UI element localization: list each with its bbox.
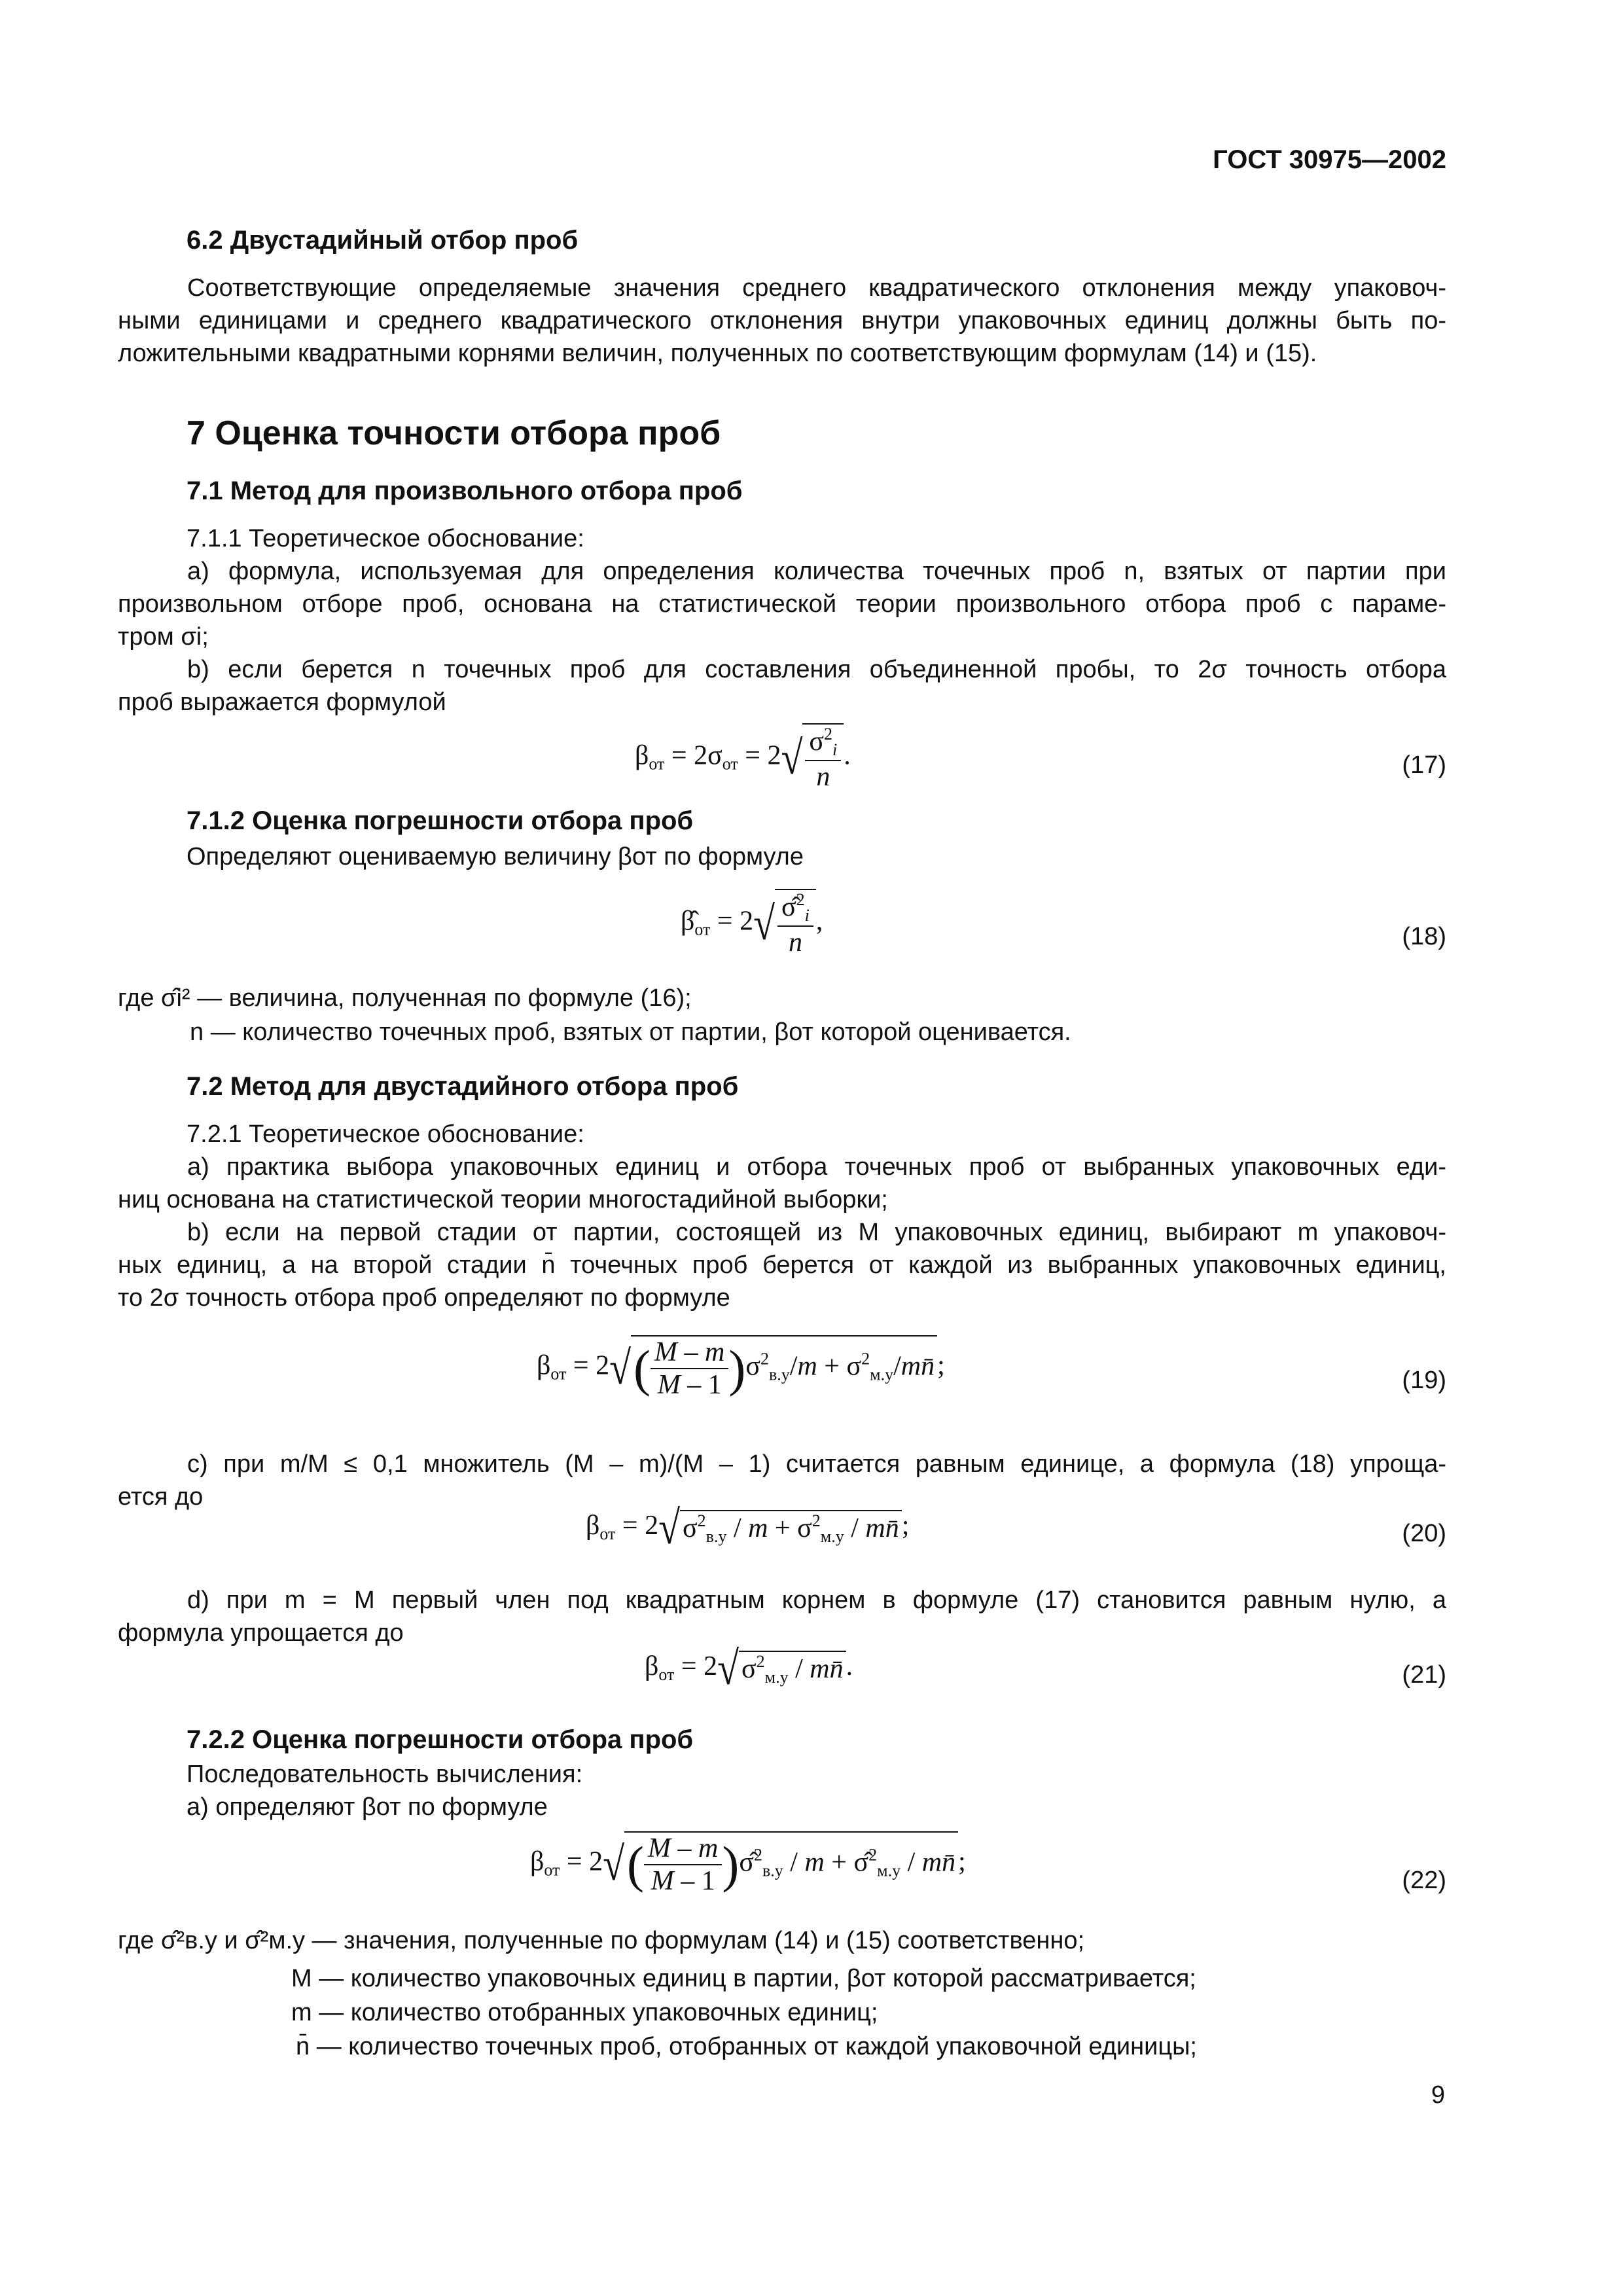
item-b-7-2-1: [118, 1216, 1446, 1314]
text-line: ется до: [118, 1483, 204, 1511]
sequence-label: Последовательность вычисления:: [187, 1761, 583, 1788]
text-line: ложительными квадратными корнями величин, полученных по соответствующим формулам (14) и (15).: [118, 340, 1317, 367]
text-line: Соответствующие определяемые значения среднего квадратического отклонения между упаковоч-: [187, 274, 1446, 302]
document-id: ГОСТ 30975—2002: [1213, 145, 1446, 174]
formula-21: $\beta_{от} = 2√\sigma^2_{м.у}$ / mn̄.: [645, 1642, 853, 1695]
equation-number-17: (17): [1402, 751, 1446, 779]
text-line: тром σi;: [118, 623, 209, 651]
item-c-7-2-1: [118, 1448, 1446, 1513]
text-line: формула упрощается до: [118, 1619, 404, 1647]
where-clause-2: n — количество точечных проб, взятых от партии, βот которой оценивается.: [190, 1018, 1071, 1046]
text-line: ными единицами и среднего квадратического отклонения внутри упаковочных единиц должны быть по-: [118, 307, 1446, 334]
equation-number-22: (22): [1402, 1867, 1446, 1894]
where-clause-n-bar: n̄ — количество точечных проб, отобранных от каждой упаковочной единицы;: [296, 2033, 1197, 2060]
text-line: ных единиц, а на второй стадии n̄ точечных проб берется от каждой из выбранных упаковочных единиц,: [118, 1251, 1446, 1279]
item-a-7-2-2: а) определяют βот по формуле: [187, 1793, 548, 1821]
formula-17: $\beta_{от} = 2\sigma_{от} = 2√$ $\frac{\sigma^2_i}{n}$ .: [635, 725, 851, 792]
item-a-7-2-1: [118, 1151, 1446, 1216]
equation-number-20: (20): [1402, 1520, 1446, 1547]
formula-19: $\beta_{от} = 2√$( $\frac{M - m}{M - 1}$ )$\sigma^2_{в.у}/m$ + $\sigma^2_{м.у}/mn̄$;: [537, 1335, 945, 1401]
text-line: произвольном отборе проб, основана на статистической теории произвольного отбора проб с параме-: [118, 590, 1446, 618]
section-6-2-paragraph: [118, 272, 1446, 370]
where-clause-1: где σ̂i² — величина, полученная по формуле (16);: [118, 984, 692, 1012]
text-line: d) при m = M первый член под квадратным корнем в формуле (17) становится равным нулю, а: [187, 1587, 1446, 1614]
subsection-7-1-2-text: Определяют оцениваемую величину βот по формуле: [187, 843, 804, 870]
formula-22: $\beta_{от} = 2√$( $\frac{M - m}{M - 1}$ )σ̂$^2_{в.у}$ / m + σ̂$^2_{м.у}$ / mn̄;: [530, 1831, 966, 1897]
equation-number-19: (19): [1402, 1367, 1446, 1394]
text-line: b) если берется n точечных проб для составления объединенной пробы, то 2σ точность отбора: [187, 656, 1446, 683]
text-line: то 2σ точность отбора проб определяют по формуле: [118, 1284, 730, 1312]
formula-20: $\beta_{от} = 2√\sigma^2_{в.у} / m + \sigma^2_{м.у}$ / mn̄;: [586, 1501, 910, 1554]
subsection-7-2-1: 7.2.1 Теоретическое обоснование:: [187, 1121, 584, 1148]
where-clause-M: M — количество упаковочных единиц в партии, βот которой рассматривается;: [291, 1965, 1196, 1992]
text-line: b) если на первой стадии от партии, состоящей из M упаковочных единиц, выбирают m упаковоч-: [187, 1219, 1446, 1246]
section-6-2-title: 6.2 Двустадийный отбор проб: [187, 226, 579, 255]
subsection-7-1-2-title: 7.1.2 Оценка погрешности отбора проб: [187, 806, 694, 835]
text-line: а) формула, используемая для определения количества точечных проб n, взятых от партии при: [187, 558, 1446, 585]
subsection-7-1-1: 7.1.1 Теоретическое обоснование:: [187, 525, 584, 552]
section-7-1-title: 7.1 Метод для произвольного отбора проб: [187, 476, 743, 505]
text-line: проб выражается формулой: [118, 689, 446, 716]
text-line: а) практика выбора упаковочных единиц и отбора точечных проб от выбранных упаковочных еди-: [187, 1153, 1446, 1181]
equation-number-18: (18): [1402, 923, 1446, 950]
where-clause-values: где σ̂²в.у и σ̂²м.у — значения, полученные по формулам (14) и (15) соответственно;: [118, 1927, 1085, 1954]
subsection-7-2-2-title: 7.2.2 Оценка погрешности отбора проб: [187, 1725, 694, 1754]
text-line: ниц основана на статистической теории многостадийной выборки;: [118, 1186, 888, 1213]
item-b-7-1-1: [118, 653, 1446, 719]
text-line: с) при m/M ≤ 0,1 множитель (M – m)/(M – 1) считается равным единице, а формула (18) упроща-: [187, 1450, 1446, 1478]
where-clause-m: m — количество отобранных упаковочных единиц;: [291, 1999, 878, 2026]
item-a-7-1-1: [118, 555, 1446, 653]
section-7-title: 7 Оценка точности отбора проб: [187, 414, 721, 452]
page-number: 9: [1431, 2081, 1445, 2109]
formula-18: $\betâ_{от} = 2√$ $\frac{\sigmâ^2_i}{n}$ ,: [681, 890, 823, 958]
section-7-2-title: 7.2 Метод для двустадийного отбора проб: [187, 1072, 739, 1101]
equation-number-21: (21): [1402, 1661, 1446, 1689]
item-d-7-2-1: [118, 1584, 1446, 1649]
